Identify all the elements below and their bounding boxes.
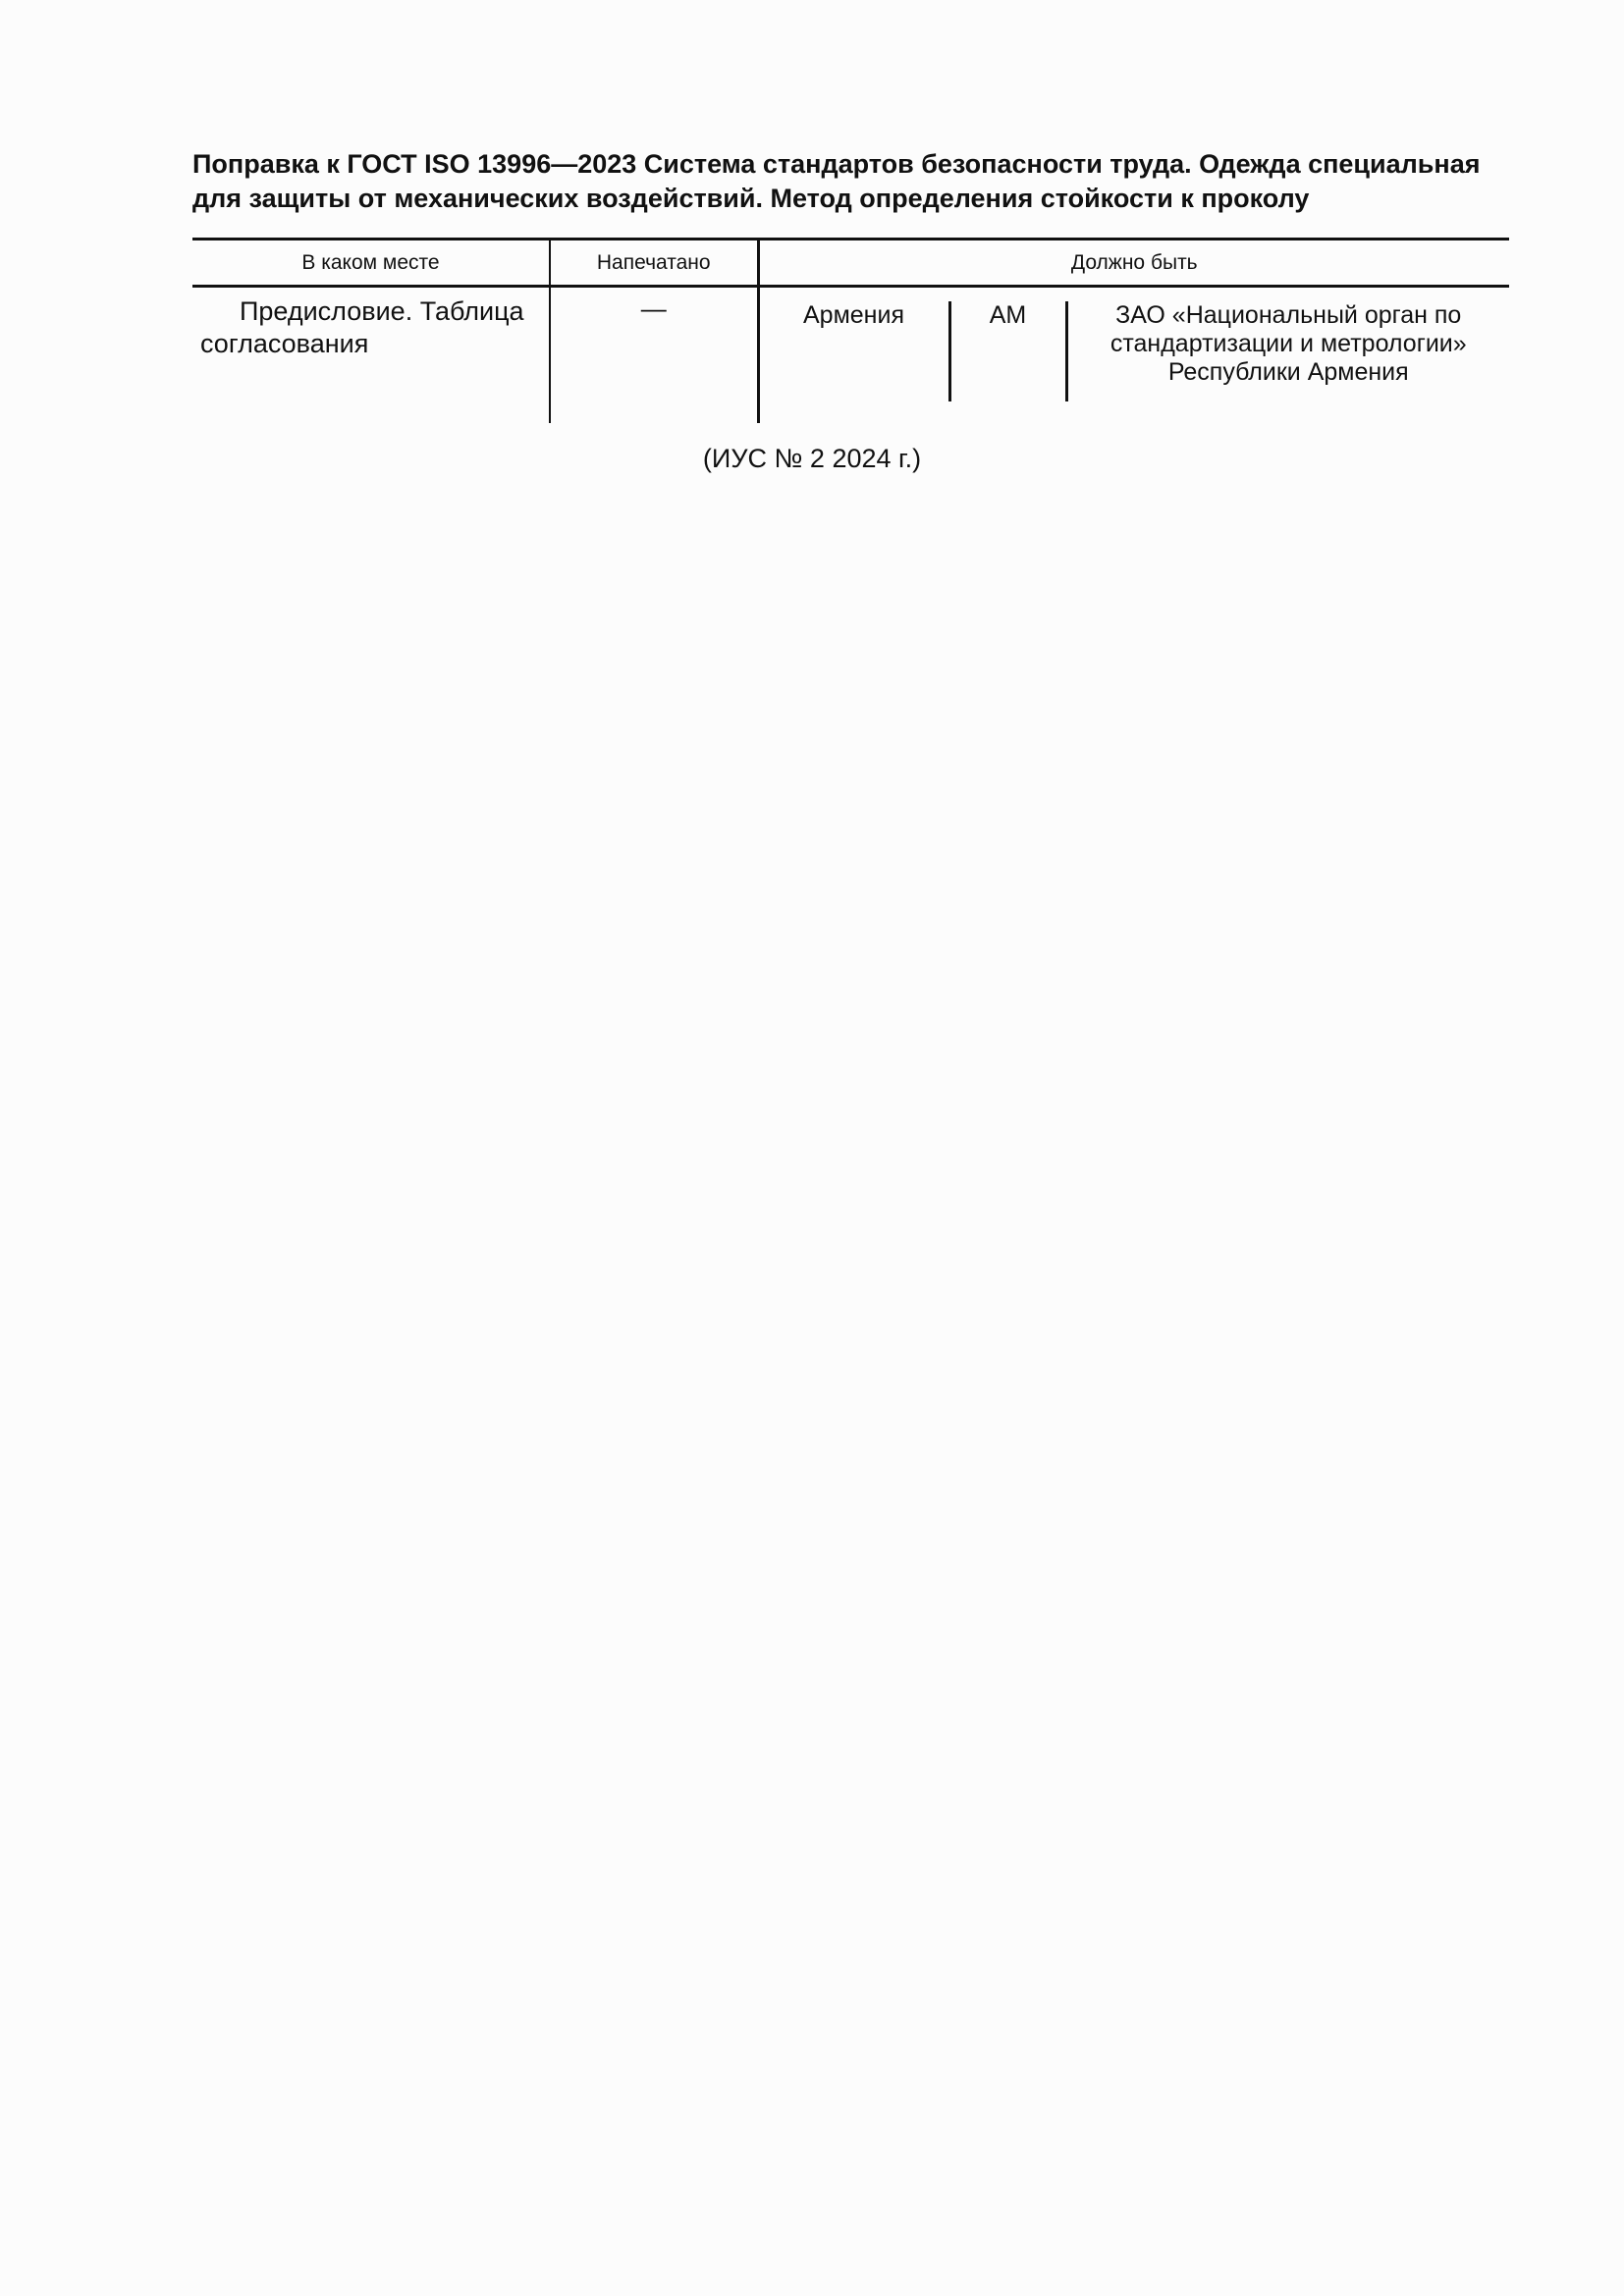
table-row bbox=[192, 287, 1509, 424]
organization-line-2: стандартизации и метрологии» bbox=[1110, 330, 1467, 357]
cell-printed: — bbox=[550, 287, 758, 424]
should-be-country: Армения bbox=[760, 301, 951, 401]
header-should-be: Должно быть bbox=[758, 240, 1509, 287]
cell-place: Предисловие. Таблица согласования bbox=[192, 287, 550, 424]
header-place: В каком месте bbox=[192, 240, 550, 287]
amendment-table bbox=[192, 238, 1509, 423]
should-be-organization bbox=[1068, 301, 1510, 401]
header-printed: Напечатано bbox=[550, 240, 758, 287]
organization-line-3: Республики Армения bbox=[1167, 358, 1409, 386]
cell-should-be bbox=[758, 287, 1509, 424]
ius-reference: (ИУС № 2 2024 г.) bbox=[702, 444, 922, 473]
should-be-code: AM bbox=[951, 301, 1068, 401]
document-title: Поправка к ГОСТ ISO 13996—2023 Система стандартов безопасности труда. Одежда специальная для защиты от механических воздействий. Метод определения стойкости к проколу bbox=[192, 149, 1481, 213]
should-be-group bbox=[760, 288, 1510, 401]
table-header-row bbox=[192, 240, 1509, 287]
organization-line-1: ЗАО «Национальный орган по bbox=[1115, 301, 1462, 329]
